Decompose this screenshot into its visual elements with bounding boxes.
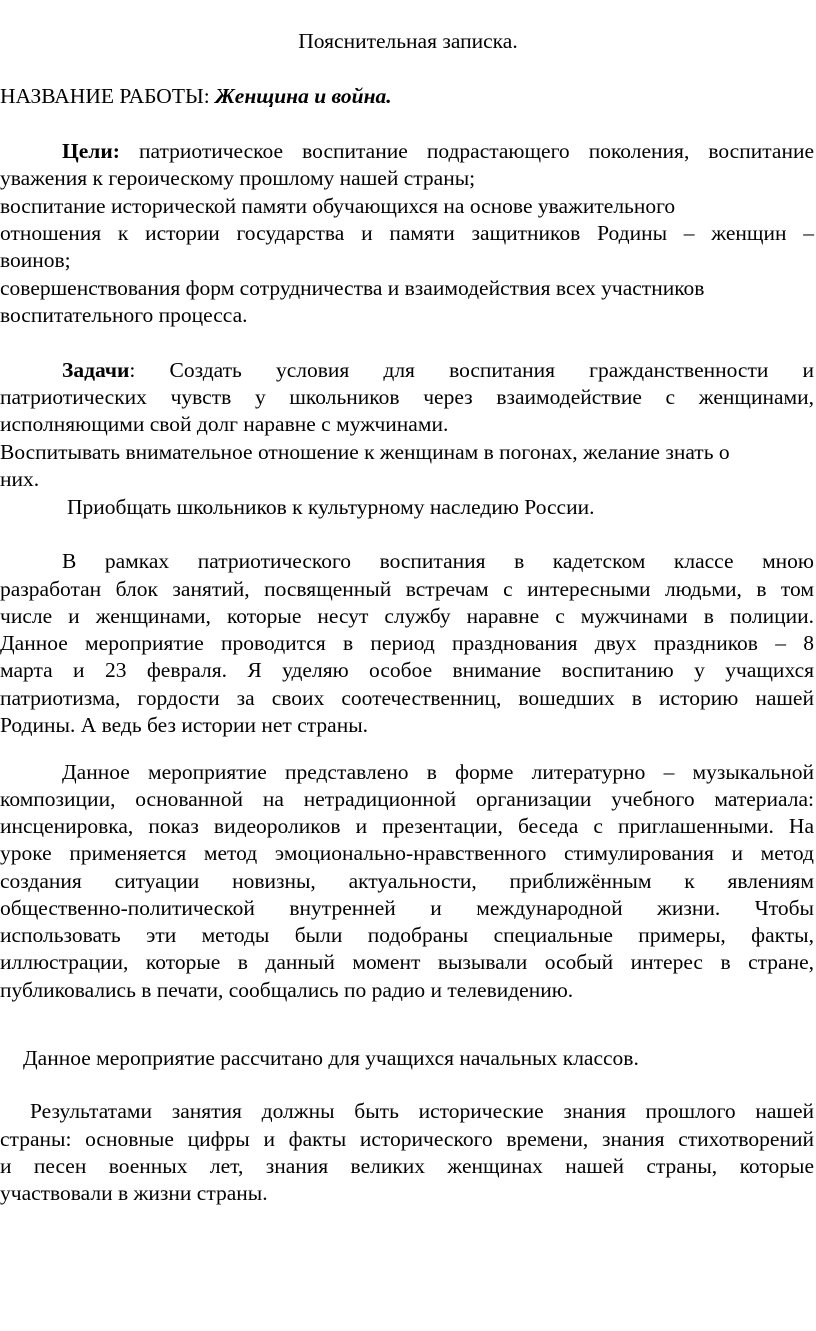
goals-line-6: совершенствования форм сотрудничества и взаимодействия всех участников bbox=[0, 276, 705, 300]
tasks-line-1 bbox=[62, 357, 814, 384]
para2-line-6: общественно-политической внутренней и международной жизни. Чтобы bbox=[0, 896, 814, 920]
para4-line-2: страны: основные цифры и факты исторического времени, знания стихотворений bbox=[0, 1127, 814, 1151]
para1-line-1: В рамках патриотического воспитания в кадетском классе мною bbox=[62, 549, 814, 573]
work-name-line bbox=[0, 83, 816, 110]
work-name-label: НАЗВАНИЕ РАБОТЫ: bbox=[0, 84, 216, 108]
para4-line-3: и песен военных лет, знания великих женщинах нашей страны, которые bbox=[0, 1154, 814, 1178]
document-title: Пояснительная записка. bbox=[298, 29, 518, 53]
para3-line: Данное мероприятие рассчитано для учащихся начальных классов. bbox=[23, 1046, 639, 1070]
para4-line-1: Результатами занятия должны быть исторические знания прошлого нашей bbox=[30, 1099, 814, 1123]
goals-line-4: отношения к истории государства и памяти защитников Родины – женщин – bbox=[0, 221, 814, 245]
para1-line-2: разработан блок занятий, посвященный встречам с интересными людьми, в том bbox=[0, 577, 814, 601]
para2-line-5: создания ситуации новизны, актуальности, приближённым к явлениям bbox=[0, 869, 814, 893]
tasks-line-6: Приобщать школьников к культурному наследию России. bbox=[67, 495, 595, 519]
goals-line-5: воинов; bbox=[0, 248, 71, 272]
para2-line-3: инсценировка, показ видеороликов и презентации, беседа с приглашенными. На bbox=[0, 814, 814, 838]
para1-line-5: марта и 23 февраля. Я уделяю особое внимание воспитанию у учащихся bbox=[0, 658, 814, 682]
tasks-line-3: исполняющими свой долг наравне с мужчинами. bbox=[0, 412, 449, 436]
goals-line-2: уважения к героическому прошлому нашей страны; bbox=[0, 166, 476, 190]
para4-line-4: участвовали в жизни страны. bbox=[0, 1181, 268, 1205]
para1-line-7: Родины. А ведь без истории нет страны. bbox=[0, 713, 369, 737]
para2-line-2: композиции, основанной на нетрадиционной организации учебного материала: bbox=[0, 787, 814, 811]
goals-label: Цели: bbox=[62, 139, 120, 163]
para1-line-6: патриотизма, гордости за своих соотечественниц, вошедших в историю нашей bbox=[0, 686, 814, 710]
para2-line-9: публиковались в печати, сообщались по радио и телевидению. bbox=[0, 978, 574, 1002]
goals-line-7: воспитательного процесса. bbox=[0, 303, 248, 327]
goals-line-1 bbox=[62, 138, 814, 165]
para2-line-8: иллюстрации, которые в данный момент вызывали особый интерес в стране, bbox=[0, 950, 814, 974]
tasks-line-2: патриотических чувств у школьников через взаимодействие с женщинами, bbox=[0, 385, 814, 409]
tasks-text: : Создать условия для воспитания гражданственности и bbox=[129, 358, 814, 382]
tasks-line-5: них. bbox=[0, 467, 40, 491]
para2-line-4: уроке применяется метод эмоционально-нравственного стимулирования и метод bbox=[0, 841, 814, 865]
work-name-value: Женщина и война. bbox=[215, 84, 392, 108]
para1-line-4: Данное мероприятие проводится в период празднования двух праздников – 8 bbox=[0, 631, 814, 655]
para1-line-3: числе и женщинами, которые несут службу наравне с мужчинами в полиции. bbox=[0, 604, 814, 628]
goals-line-3: воспитание исторической памяти обучающихся на основе уважительного bbox=[0, 194, 676, 218]
goals-text: патриотическое воспитание подрастающего поколения, воспитание bbox=[119, 139, 814, 163]
para2-line-7: использовать эти методы были подобраны специальные примеры, факты, bbox=[0, 923, 814, 947]
tasks-label: Задачи bbox=[62, 358, 130, 382]
tasks-line-4: Воспитывать внимательное отношение к женщинам в погонах, желание знать о bbox=[0, 440, 730, 464]
para2-line-1: Данное мероприятие представлено в форме литературно – музыкальной bbox=[62, 760, 814, 784]
